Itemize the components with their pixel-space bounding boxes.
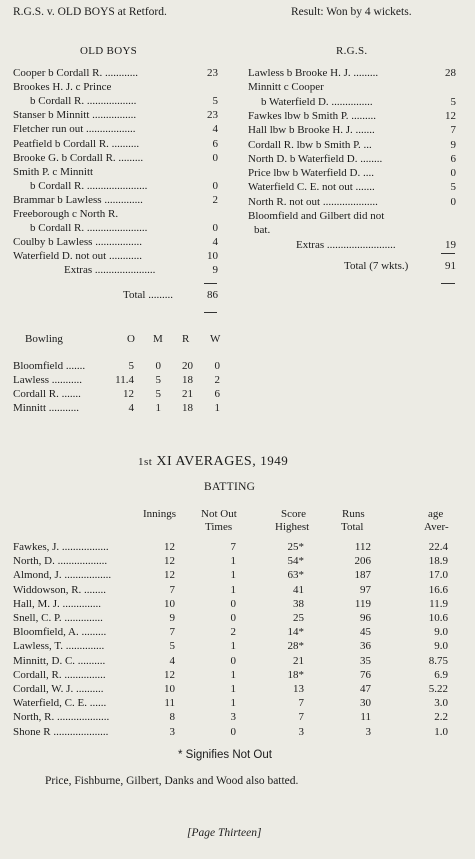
- row-name: Cordall, W. J. ..........: [13, 683, 104, 695]
- avg-highest: 3: [298, 725, 304, 738]
- avg-runs: 112: [354, 541, 371, 553]
- col-innings: Innings: [143, 508, 176, 520]
- row-name: Peatfield b Cordall R. ..........: [13, 137, 140, 150]
- bowling-runs: 18: [182, 374, 193, 386]
- avg-innings: 4: [169, 654, 175, 667]
- avg-runs: 187: [354, 569, 371, 582]
- avg-average: 6.9: [434, 668, 448, 681]
- averages-row: [0, 696, 475, 710]
- avg-highest: 25*: [287, 541, 304, 553]
- rgs-total: 91: [445, 260, 456, 272]
- row-name: Lawless b Brooke H. J. .........: [248, 67, 379, 79]
- col-runs-total: Total: [341, 521, 364, 533]
- row-runs: 9: [450, 138, 456, 151]
- page-label: [Page Thirteen]: [187, 827, 262, 839]
- bowling-label: Bowling: [25, 333, 63, 345]
- avg-average: 16.6: [428, 583, 448, 596]
- col-notout: Not Out: [201, 508, 237, 520]
- avg-average: 5.22: [428, 683, 448, 695]
- row-name: Lawless ...........: [13, 374, 83, 386]
- row-name: Smith P. c Minnitt: [13, 165, 94, 178]
- bowling-row: [0, 359, 475, 373]
- avg-average: 22.4: [428, 541, 448, 553]
- avg-average: 3.0: [434, 697, 448, 710]
- avg-runs: 35: [360, 654, 371, 667]
- col-score-highest: Highest: [275, 521, 310, 533]
- avg-highest: 14*: [287, 626, 304, 639]
- rgs-total-label: Total (7 wkts.): [344, 260, 409, 272]
- avg-not-out: 1: [230, 697, 236, 710]
- averages-row: [0, 639, 475, 653]
- rgs-row: [0, 138, 475, 152]
- bowling-maidens: 1: [155, 402, 161, 414]
- row-name: Fawkes lbw b Smith P. .........: [248, 109, 377, 122]
- row-name: Brooke G. b Cordall R. .........: [13, 151, 144, 164]
- averages-title: [138, 453, 288, 470]
- row-name: Waterfield C. E. not out .......: [248, 181, 375, 194]
- match-result: Result: Won by 4 wickets.: [291, 6, 412, 18]
- avg-not-out: 1: [230, 569, 236, 582]
- avg-runs: 3: [365, 725, 371, 738]
- rgs-row: [0, 95, 475, 109]
- averages-row: [0, 568, 475, 582]
- row-name: North R. not out ....................: [248, 195, 378, 208]
- bowling-wickets: 6: [214, 388, 220, 400]
- row-name: Bloomfield .......: [13, 360, 86, 372]
- avg-runs: 97: [360, 583, 371, 596]
- row-runs: 0: [212, 151, 218, 164]
- row-name: Waterfield D. not out ............: [13, 250, 142, 263]
- row-runs: 23: [207, 109, 218, 122]
- old-boys-extras-rule: [204, 283, 217, 284]
- footnote: * Signifies Not Out: [178, 749, 272, 761]
- bowling-header-r: R: [182, 333, 190, 345]
- avg-innings: 12: [164, 541, 175, 553]
- avg-highest: 25: [293, 612, 304, 624]
- row-name: Snell, C. P. ..............: [13, 612, 103, 624]
- row-name: Waterfield, C. E. ......: [13, 697, 107, 710]
- avg-average: 9.0: [434, 626, 448, 639]
- row-runs: 5: [450, 95, 456, 108]
- averages-title-main: XI AVERAGES,: [156, 454, 257, 469]
- avg-average: 2.2: [434, 711, 448, 724]
- averages-prefix: 1st: [138, 456, 153, 468]
- bowling-header-w: W: [210, 333, 221, 345]
- row-runs: 28: [445, 67, 456, 79]
- row-name: Bloomfield, A. .........: [13, 626, 107, 639]
- avg-runs: 47: [360, 683, 371, 695]
- avg-not-out: 3: [230, 711, 236, 724]
- row-name: b Waterfield D. ...............: [261, 95, 373, 108]
- row-runs: 10: [207, 250, 218, 263]
- averages-row: [0, 654, 475, 668]
- bowling-header-m: M: [153, 333, 163, 345]
- rgs-row: [0, 223, 475, 237]
- rgs-row: [0, 80, 475, 94]
- avg-not-out: 1: [230, 583, 236, 596]
- rgs-row: [0, 123, 475, 137]
- row-runs: 6: [212, 137, 218, 150]
- row-runs: 23: [207, 67, 218, 79]
- row-name: Widdowson, R. ........: [13, 583, 107, 596]
- row-name: Bloomfield and Gilbert did not: [248, 210, 385, 222]
- bowling-runs: 21: [182, 388, 193, 400]
- avg-innings: 3: [169, 725, 175, 738]
- row-runs: 4: [212, 236, 218, 249]
- row-name: Cooper b Cordall R. ............: [13, 67, 138, 79]
- row-name: Almond, J. .................: [13, 569, 112, 582]
- row-name: Hall lbw b Brooke H. J. .......: [248, 124, 375, 137]
- match-title: R.G.S. v. OLD BOYS at Retford.: [13, 6, 167, 18]
- averages-row: [0, 710, 475, 724]
- row-name: North, R. ...................: [13, 711, 110, 724]
- rgs-row: [0, 209, 475, 223]
- row-runs: 5: [450, 181, 456, 194]
- averages-row: [0, 583, 475, 597]
- averages-row: [0, 668, 475, 682]
- old-boys-total-label: Total .........: [123, 289, 173, 301]
- row-runs: 7: [450, 124, 456, 137]
- avg-innings: 7: [169, 583, 175, 596]
- row-name: North D. b Waterfield D. ........: [248, 152, 383, 165]
- bowling-overs: 12: [123, 388, 134, 400]
- avg-innings: 12: [164, 569, 175, 582]
- bowling-maidens: 5: [155, 374, 161, 386]
- row-name: Price lbw b Waterfield D. ....: [248, 167, 374, 180]
- avg-innings: 12: [164, 668, 175, 681]
- avg-highest: 21: [293, 654, 304, 667]
- avg-highest: 18*: [287, 668, 304, 681]
- row-runs: 9: [212, 264, 218, 277]
- avg-average: 17.0: [428, 569, 448, 582]
- avg-innings: 12: [164, 555, 175, 568]
- row-name: Cordall R. lbw b Smith P. ...: [248, 138, 372, 151]
- row-name: b Cordall R. ..................: [30, 95, 137, 108]
- avg-highest: 28*: [287, 640, 304, 653]
- row-runs: 0: [212, 179, 218, 192]
- row-name: Stanser b Minnitt ................: [13, 109, 137, 122]
- avg-average: 11.9: [429, 597, 448, 610]
- row-name: Hall, M. J. ..............: [13, 597, 101, 610]
- avg-not-out: 1: [230, 683, 236, 695]
- avg-runs: 45: [360, 626, 371, 639]
- avg-average: 9.0: [434, 640, 448, 653]
- bowling-header-o: O: [127, 333, 135, 345]
- row-runs: 19: [445, 238, 456, 251]
- avg-runs: 30: [360, 697, 371, 710]
- averages-year: 1949: [260, 453, 289, 468]
- rgs-row: [0, 195, 475, 209]
- avg-runs: 76: [360, 668, 371, 681]
- bowling-wickets: 0: [214, 360, 220, 372]
- row-name: Fletcher run out ..................: [13, 123, 136, 136]
- col-score: Score: [281, 508, 307, 520]
- rgs-row: [0, 152, 475, 166]
- avg-average: 1.0: [434, 725, 448, 738]
- old-boys-total: 86: [207, 289, 218, 301]
- row-name: Extras .........................: [296, 238, 396, 251]
- avg-not-out: 1: [230, 668, 236, 681]
- avg-innings: 11: [164, 697, 175, 710]
- averages-row: [0, 611, 475, 625]
- row-name: Freeborough c North R.: [13, 208, 119, 220]
- row-name: Shone R ....................: [13, 725, 109, 738]
- row-runs: 2: [212, 193, 218, 206]
- col-notout-times: Times: [205, 521, 233, 533]
- avg-highest: 7: [298, 711, 304, 724]
- avg-highest: 41: [293, 583, 304, 596]
- row-name: Minnitt c Cooper: [248, 81, 324, 94]
- row-name: Coulby b Lawless .................: [13, 236, 142, 249]
- bowling-runs: 18: [182, 402, 193, 414]
- bowling-overs: 11.4: [115, 374, 134, 386]
- avg-not-out: 2: [230, 626, 236, 639]
- old-boys-total-rule: [204, 312, 217, 313]
- row-runs: 12: [445, 109, 456, 122]
- rgs-row: [0, 66, 475, 80]
- avg-average: 18.9: [428, 555, 448, 568]
- batting-heading: BATTING: [204, 481, 256, 493]
- avg-innings: 10: [164, 597, 175, 610]
- avg-runs: 119: [354, 597, 371, 610]
- avg-highest: 38: [293, 597, 304, 610]
- bowling-wickets: 2: [214, 374, 220, 386]
- avg-highest: 7: [298, 697, 304, 710]
- col-runs: Runs: [342, 508, 365, 520]
- rgs-extras-rule: [441, 253, 455, 254]
- old-boys-heading: OLD BOYS: [80, 45, 138, 57]
- averages-row: [0, 725, 475, 739]
- avg-runs: 36: [360, 640, 371, 653]
- row-name: Cordall, R. ...............: [13, 668, 106, 681]
- bowling-row: [0, 373, 475, 387]
- bowling-row: [0, 401, 475, 415]
- col-avg: age: [428, 508, 444, 520]
- bowling-runs: 20: [182, 360, 193, 372]
- row-runs: 4: [212, 123, 218, 136]
- averages-row: [0, 625, 475, 639]
- row-name: b Cordall R. ......................: [30, 179, 148, 192]
- rgs-heading: R.G.S.: [336, 45, 368, 57]
- row-name: Brookes H. J. c Prince: [13, 81, 112, 94]
- row-name: Minnitt ...........: [13, 402, 80, 414]
- row-name: Minnitt, D. C. ..........: [13, 654, 106, 667]
- averages-row: [0, 682, 475, 696]
- avg-not-out: 7: [230, 541, 236, 553]
- avg-runs: 96: [360, 612, 371, 624]
- row-runs: 0: [450, 195, 456, 208]
- avg-not-out: 0: [230, 654, 236, 667]
- also-batted: Price, Fishburne, Gilbert, Danks and Wood also batted.: [45, 775, 299, 787]
- avg-not-out: 0: [230, 612, 236, 624]
- row-name: b Cordall R. ......................: [30, 222, 148, 235]
- row-name: Extras ......................: [64, 264, 156, 277]
- bowling-row: [0, 387, 475, 401]
- avg-not-out: 1: [230, 555, 236, 568]
- avg-highest: 63*: [287, 569, 304, 582]
- bowling-overs: 5: [128, 360, 134, 372]
- avg-innings: 8: [169, 711, 175, 724]
- row-name: Brammar b Lawless ..............: [13, 193, 143, 206]
- avg-highest: 54*: [287, 555, 304, 568]
- avg-innings: 5: [169, 640, 175, 653]
- row-name: Fawkes, J. .................: [13, 541, 109, 553]
- row-name: North, D. ..................: [13, 555, 108, 568]
- averages-row: [0, 554, 475, 568]
- row-name: Lawless, T. ..............: [13, 640, 105, 653]
- bowling-overs: 4: [128, 402, 134, 414]
- row-name: bat.: [254, 224, 271, 237]
- bowling-maidens: 5: [155, 388, 161, 400]
- col-avg-aver: Aver-: [424, 521, 449, 533]
- rgs-row: [0, 180, 475, 194]
- rgs-row: [0, 109, 475, 123]
- rgs-row: [0, 238, 475, 252]
- row-runs: 5: [212, 95, 218, 108]
- avg-not-out: 0: [230, 597, 236, 610]
- rgs-row: [0, 166, 475, 180]
- avg-not-out: 0: [230, 725, 236, 738]
- avg-innings: 9: [169, 612, 175, 624]
- avg-highest: 13: [293, 683, 304, 695]
- rgs-total-rule: [441, 283, 455, 284]
- avg-not-out: 1: [230, 640, 236, 653]
- avg-average: 8.75: [428, 654, 448, 667]
- avg-runs: 11: [360, 711, 371, 724]
- bowling-wickets: 1: [214, 402, 220, 414]
- row-runs: 0: [212, 222, 218, 235]
- avg-runs: 206: [354, 555, 371, 568]
- row-runs: 0: [450, 167, 456, 180]
- avg-average: 10.6: [428, 612, 448, 624]
- averages-row: [0, 540, 475, 554]
- row-name: Cordall R. .......: [13, 388, 81, 400]
- avg-innings: 10: [164, 683, 175, 695]
- row-runs: 6: [450, 152, 456, 165]
- averages-row: [0, 597, 475, 611]
- bowling-maidens: 0: [155, 360, 161, 372]
- avg-innings: 7: [169, 626, 175, 639]
